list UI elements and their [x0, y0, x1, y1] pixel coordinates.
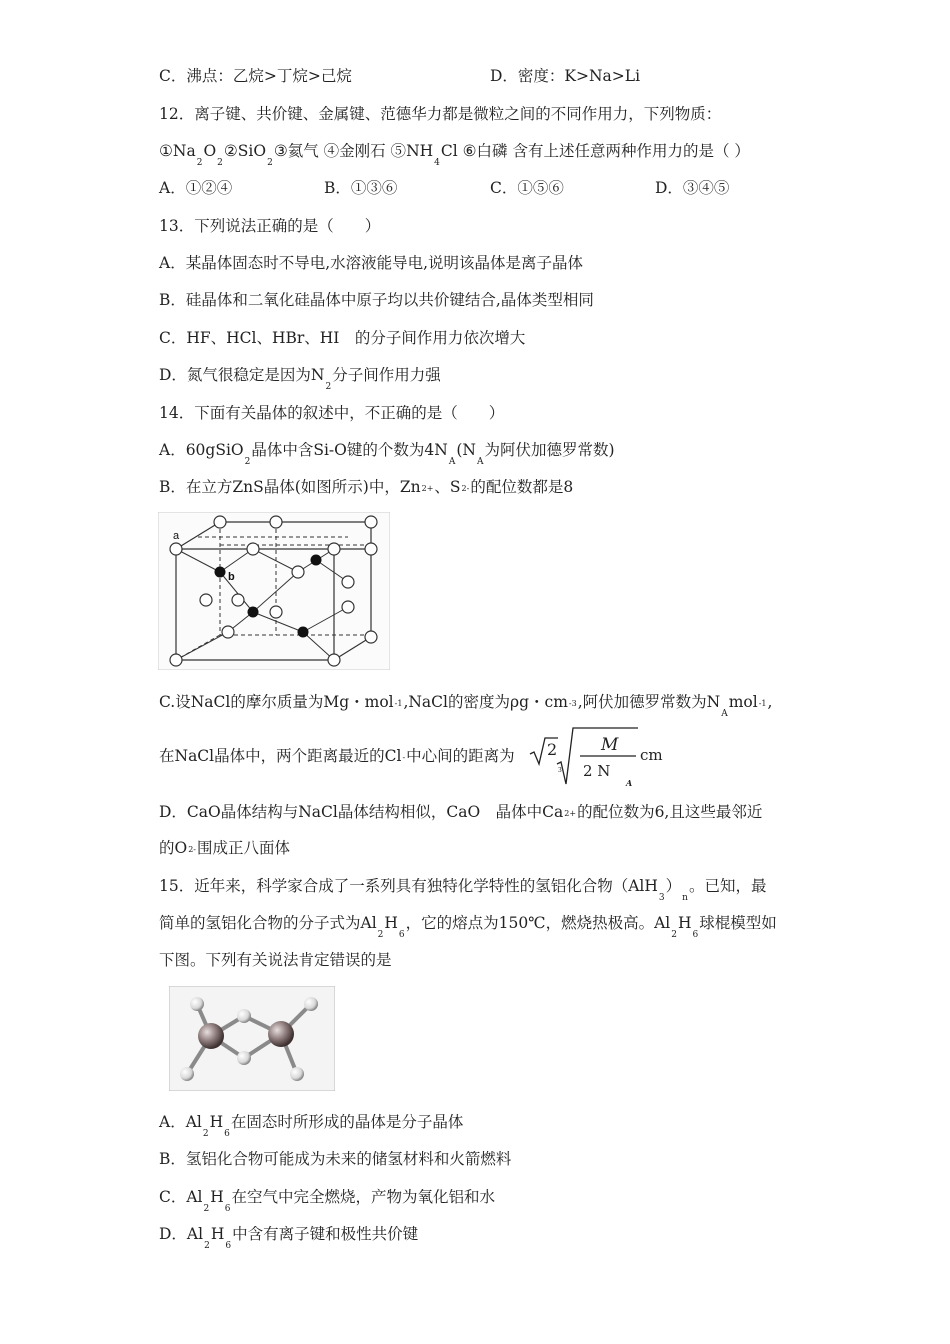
q12-option-a: A．①②④	[159, 179, 233, 197]
q13-stem: 13．下列说法正确的是（ ）	[159, 217, 381, 235]
q13-option-a: A．某晶体固态时不导电,水溶液能导电,说明该晶体是离子晶体	[159, 254, 584, 272]
q12-option-c: C．①⑤⑥	[490, 179, 564, 197]
q14-option-d-line2: 的O2-围成正八面体	[159, 839, 291, 857]
q15-option-a: A．$Al_2H_6$在固态时所形成的晶体是分子晶体	[159, 1113, 464, 1139]
q13-option-b: B．硅晶体和二氧化硅晶体中原子均以共价键结合,晶体类型相同	[159, 291, 594, 309]
q15-stem-line2: 简单的氢铝化合物的分子式为$Al_2H_6$，它的熔点为150℃，燃烧热极高。$Al_2H_6$球棍模型如	[159, 914, 777, 940]
q11-option-c: C．沸点：乙烷>丁烷>己烷	[159, 67, 352, 85]
q12-stem: 12．离子键、共价键、金属键、范德华力都是微粒之间的不同作用力，下列物质：	[159, 105, 722, 123]
al2h6-model-figure	[169, 986, 335, 1091]
q14-option-d-line1: D．CaO晶体结构与NaCl晶体结构相似，CaO 晶体中Ca2+的配位数为6,且这些最邻近	[159, 803, 763, 821]
svg-text:2: 2	[547, 740, 558, 759]
q15-option-d: D．$Al_2H_6$中含有离子键和极性共价键	[159, 1225, 419, 1251]
q14-stem: 14．下面有关晶体的叙述中，不正确的是（ ）	[159, 404, 505, 422]
svg-text:2 N: 2 N	[583, 762, 611, 780]
q13-option-c: C．HF、HCl、HBr、HI 的分子间作用力依次增大	[159, 329, 526, 347]
q15-stem-line1: 15．近年来，科学家合成了一系列具有独特化学特性的氢铝化合物$(AlH_3)_n$。已知，最	[159, 877, 767, 903]
fig-label-a: a	[173, 530, 180, 542]
q14-option-a: A．60gSiO$_2$晶体中含Si-O键的个数为$4N_A(N_A$为阿伏加德罗常数)	[159, 441, 615, 467]
svg-text:A: A	[626, 778, 633, 788]
q13-option-d: D．氮气很稳定是因为$N_2$分子间作用力强	[159, 366, 441, 392]
svg-text:cm: cm	[640, 746, 663, 764]
distance-formula	[528, 724, 668, 788]
atom-a	[170, 543, 182, 555]
q12-option-d: D．③④⑤	[655, 179, 730, 197]
q12-items: $①Na_2O_2②SiO_2③$氦气 ④金刚石 $⑤NH_4Cl$ ⑥白磷 含有上述任意两种作用力的是（ ）	[159, 142, 750, 168]
q14-option-c-line1: C.设NaCl的摩尔质量为Mg・mol-1,NaCl的密度为ρg・cm-3,阿伏加德罗常数为$N_Amol-1$,	[159, 693, 773, 719]
q12-option-b: B．①③⑥	[324, 179, 398, 197]
svg-text:3: 3	[558, 767, 562, 774]
q14-option-b: B．在立方ZnS晶体(如图所示)中，Zn2+、S2-的配位数都是8	[159, 478, 574, 496]
zns-crystal-figure	[158, 512, 390, 670]
q14-option-c-line2: 在NaCl晶体中，两个距离最近的Cl-中心间的距离为	[159, 747, 515, 765]
fig-label-b: b	[228, 571, 235, 583]
q11-option-d: D．密度：K>Na>Li	[490, 67, 641, 85]
atom-b	[215, 567, 226, 578]
q15-option-b: B．氢铝化合物可能成为未来的储氢材料和火箭燃料	[159, 1150, 512, 1168]
q15-stem-line3: 下图。下列有关说法肯定错误的是	[159, 951, 392, 969]
q15-option-c: C．$Al_2H_6$在空气中完全燃烧，产物为氧化铝和水	[159, 1188, 496, 1214]
svg-text:M: M	[601, 735, 619, 755]
